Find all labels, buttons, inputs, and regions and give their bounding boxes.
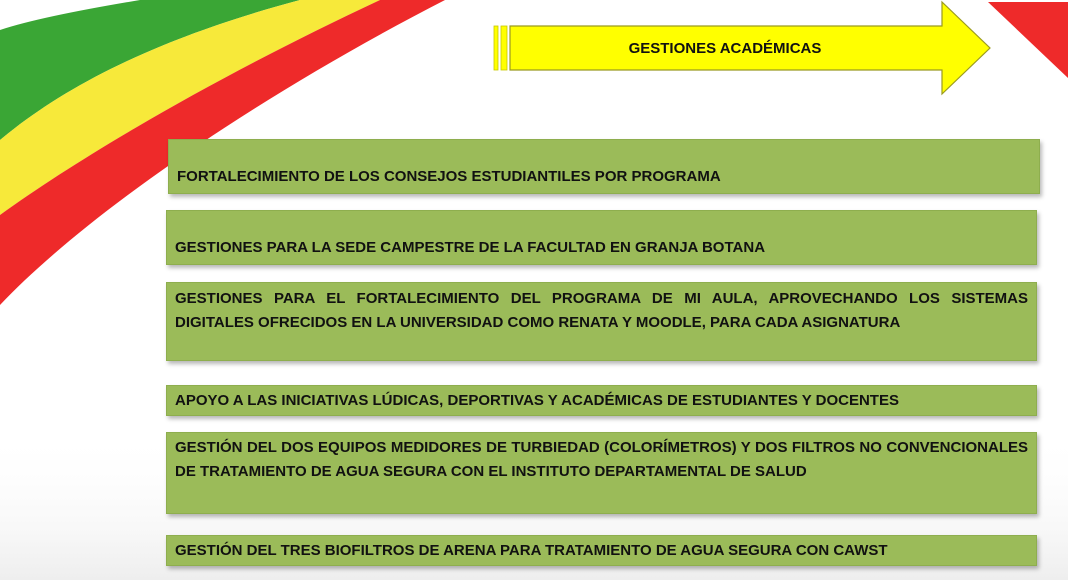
- item-text-4: APOYO A LAS INICIATIVAS LÚDICAS, DEPORTIVAS Y ACADÉMICAS DE ESTUDIANTES Y DOCENTES: [175, 391, 899, 409]
- item-box-4: [166, 385, 1037, 416]
- item-text-6: GESTIÓN DEL TRES BIOFILTROS DE ARENA PARA TRATAMIENTO DE AGUA SEGURA CON CAWST: [175, 541, 888, 559]
- item-text-1: FORTALECIMIENTO DE LOS CONSEJOS ESTUDIANTILES POR PROGRAMA: [177, 168, 721, 185]
- item-box-1: [168, 139, 1040, 194]
- item-box-6: [166, 535, 1037, 566]
- item-text-5: GESTIÓN DEL DOS EQUIPOS MEDIDORES DE TURBIEDAD (COLORÍMETROS) Y DOS FILTROS NO CONVENCIONALES DE TRATAMIENTO DE AGUA SEGURA CON EL INSTITUTO DEPARTAMENTAL DE SALUD: [175, 439, 1028, 480]
- page-title: GESTIONES ACADÉMICAS: [628, 39, 822, 57]
- item-text-2: GESTIONES PARA LA SEDE CAMPESTRE DE LA FACULTAD EN GRANJA BOTANA: [175, 239, 766, 256]
- item-box-2: [166, 210, 1037, 265]
- item-box-5: [166, 432, 1037, 514]
- item-text-3: GESTIONES PARA EL FORTALECIMIENTO DEL PROGRAMA DE MI AULA, APROVECHANDO LOS SISTEMAS DIGITALES OFRECIDOS EN LA UNIVERSIDAD COMO RENATA Y MOODLE, PARA CADA ASIGNATURA: [175, 290, 1028, 331]
- item-box-3: [166, 282, 1037, 361]
